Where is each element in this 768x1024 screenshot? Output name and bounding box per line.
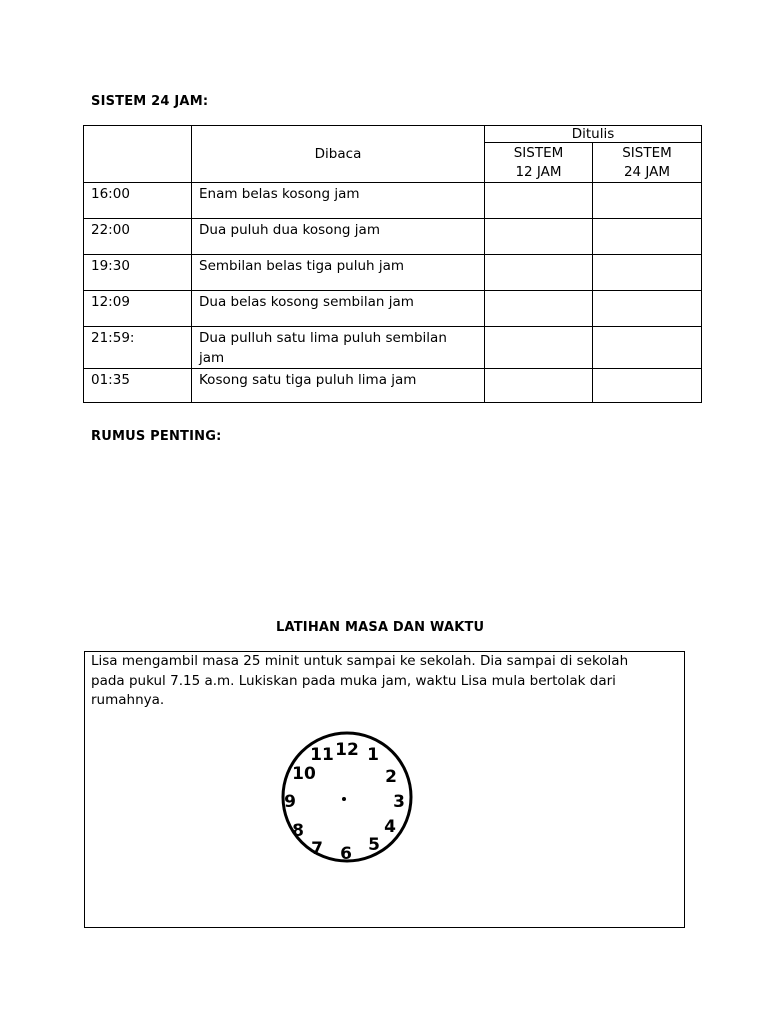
exercise-question: Lisa mengambil masa 25 minit untuk sampai ke sekolah. Dia sampai di sekolah pada pukul 7.15 a.m. Lukiskan pada muka jam, waktu Lisa mula bertolak dari rumahnya.	[91, 653, 629, 708]
answer-12-cell[interactable]	[485, 219, 593, 255]
header-time-cell	[84, 126, 192, 183]
time-cell: 22:00	[84, 219, 192, 255]
clock-numeral-3: 3	[393, 792, 405, 812]
table-row	[84, 219, 702, 255]
answer-24-cell[interactable]	[593, 369, 702, 403]
header-ditulis: Ditulis	[485, 126, 702, 143]
answer-24-cell[interactable]	[593, 255, 702, 291]
answer-12-cell[interactable]	[485, 369, 593, 403]
section-title-sistem-24-jam: SISTEM 24 JAM:	[91, 94, 209, 109]
table-row	[84, 291, 702, 327]
read-cell: Sembilan belas tiga puluh jam	[192, 255, 485, 291]
answer-24-cell[interactable]	[593, 327, 702, 369]
answer-24-cell[interactable]	[593, 219, 702, 255]
clock-numeral-12: 12	[335, 740, 359, 760]
section-title-latihan: LATIHAN MASA DAN WAKTU	[276, 620, 485, 635]
exercise-box	[84, 651, 685, 928]
read-cell: Kosong satu tiga puluh lima jam	[192, 369, 485, 403]
table-row	[84, 369, 702, 403]
table-row	[84, 255, 702, 291]
answer-24-cell[interactable]	[593, 291, 702, 327]
clock-numeral-11: 11	[310, 745, 334, 765]
table-row	[84, 327, 702, 369]
read-cell: Enam belas kosong jam	[192, 183, 485, 219]
clock-numeral-4: 4	[384, 817, 396, 837]
clock-center-dot	[342, 797, 346, 801]
answer-12-cell[interactable]	[485, 327, 593, 369]
clock-numeral-1: 1	[367, 745, 379, 765]
answer-24-cell[interactable]	[593, 183, 702, 219]
read-cell: Dua pulluh satu lima puluh sembilan jam	[192, 327, 485, 369]
time-conversion-table	[83, 125, 702, 403]
time-cell: 21:59:	[84, 327, 192, 369]
header-sistem-24-jam-label: SISTEM 24 JAM	[622, 145, 672, 180]
read-cell: Dua belas kosong sembilan jam	[192, 291, 485, 327]
clock-numeral-9: 9	[284, 792, 296, 812]
answer-12-cell[interactable]	[485, 255, 593, 291]
header-sistem-24-jam	[593, 143, 702, 183]
clock-numeral-2: 2	[385, 767, 397, 787]
header-sistem-12-jam	[485, 143, 593, 183]
time-cell: 16:00	[84, 183, 192, 219]
clock-numeral-5: 5	[368, 835, 380, 855]
header-dibaca: Dibaca	[192, 126, 485, 183]
clock-numeral-8: 8	[292, 821, 304, 841]
header-sistem-12-jam-label: SISTEM 12 JAM	[513, 145, 564, 180]
time-cell: 01:35	[84, 369, 192, 403]
answer-12-cell[interactable]	[485, 183, 593, 219]
clock-numeral-6: 6	[340, 844, 352, 864]
time-cell: 19:30	[84, 255, 192, 291]
section-title-rumus-penting: RUMUS PENTING:	[91, 429, 222, 444]
table-row	[84, 183, 702, 219]
read-cell: Dua puluh dua kosong jam	[192, 219, 485, 255]
answer-12-cell[interactable]	[485, 291, 593, 327]
time-cell: 12:09	[84, 291, 192, 327]
clock-numeral-10: 10	[292, 764, 316, 784]
clock-face[interactable]	[279, 729, 415, 865]
clock-numeral-7: 7	[311, 839, 323, 859]
